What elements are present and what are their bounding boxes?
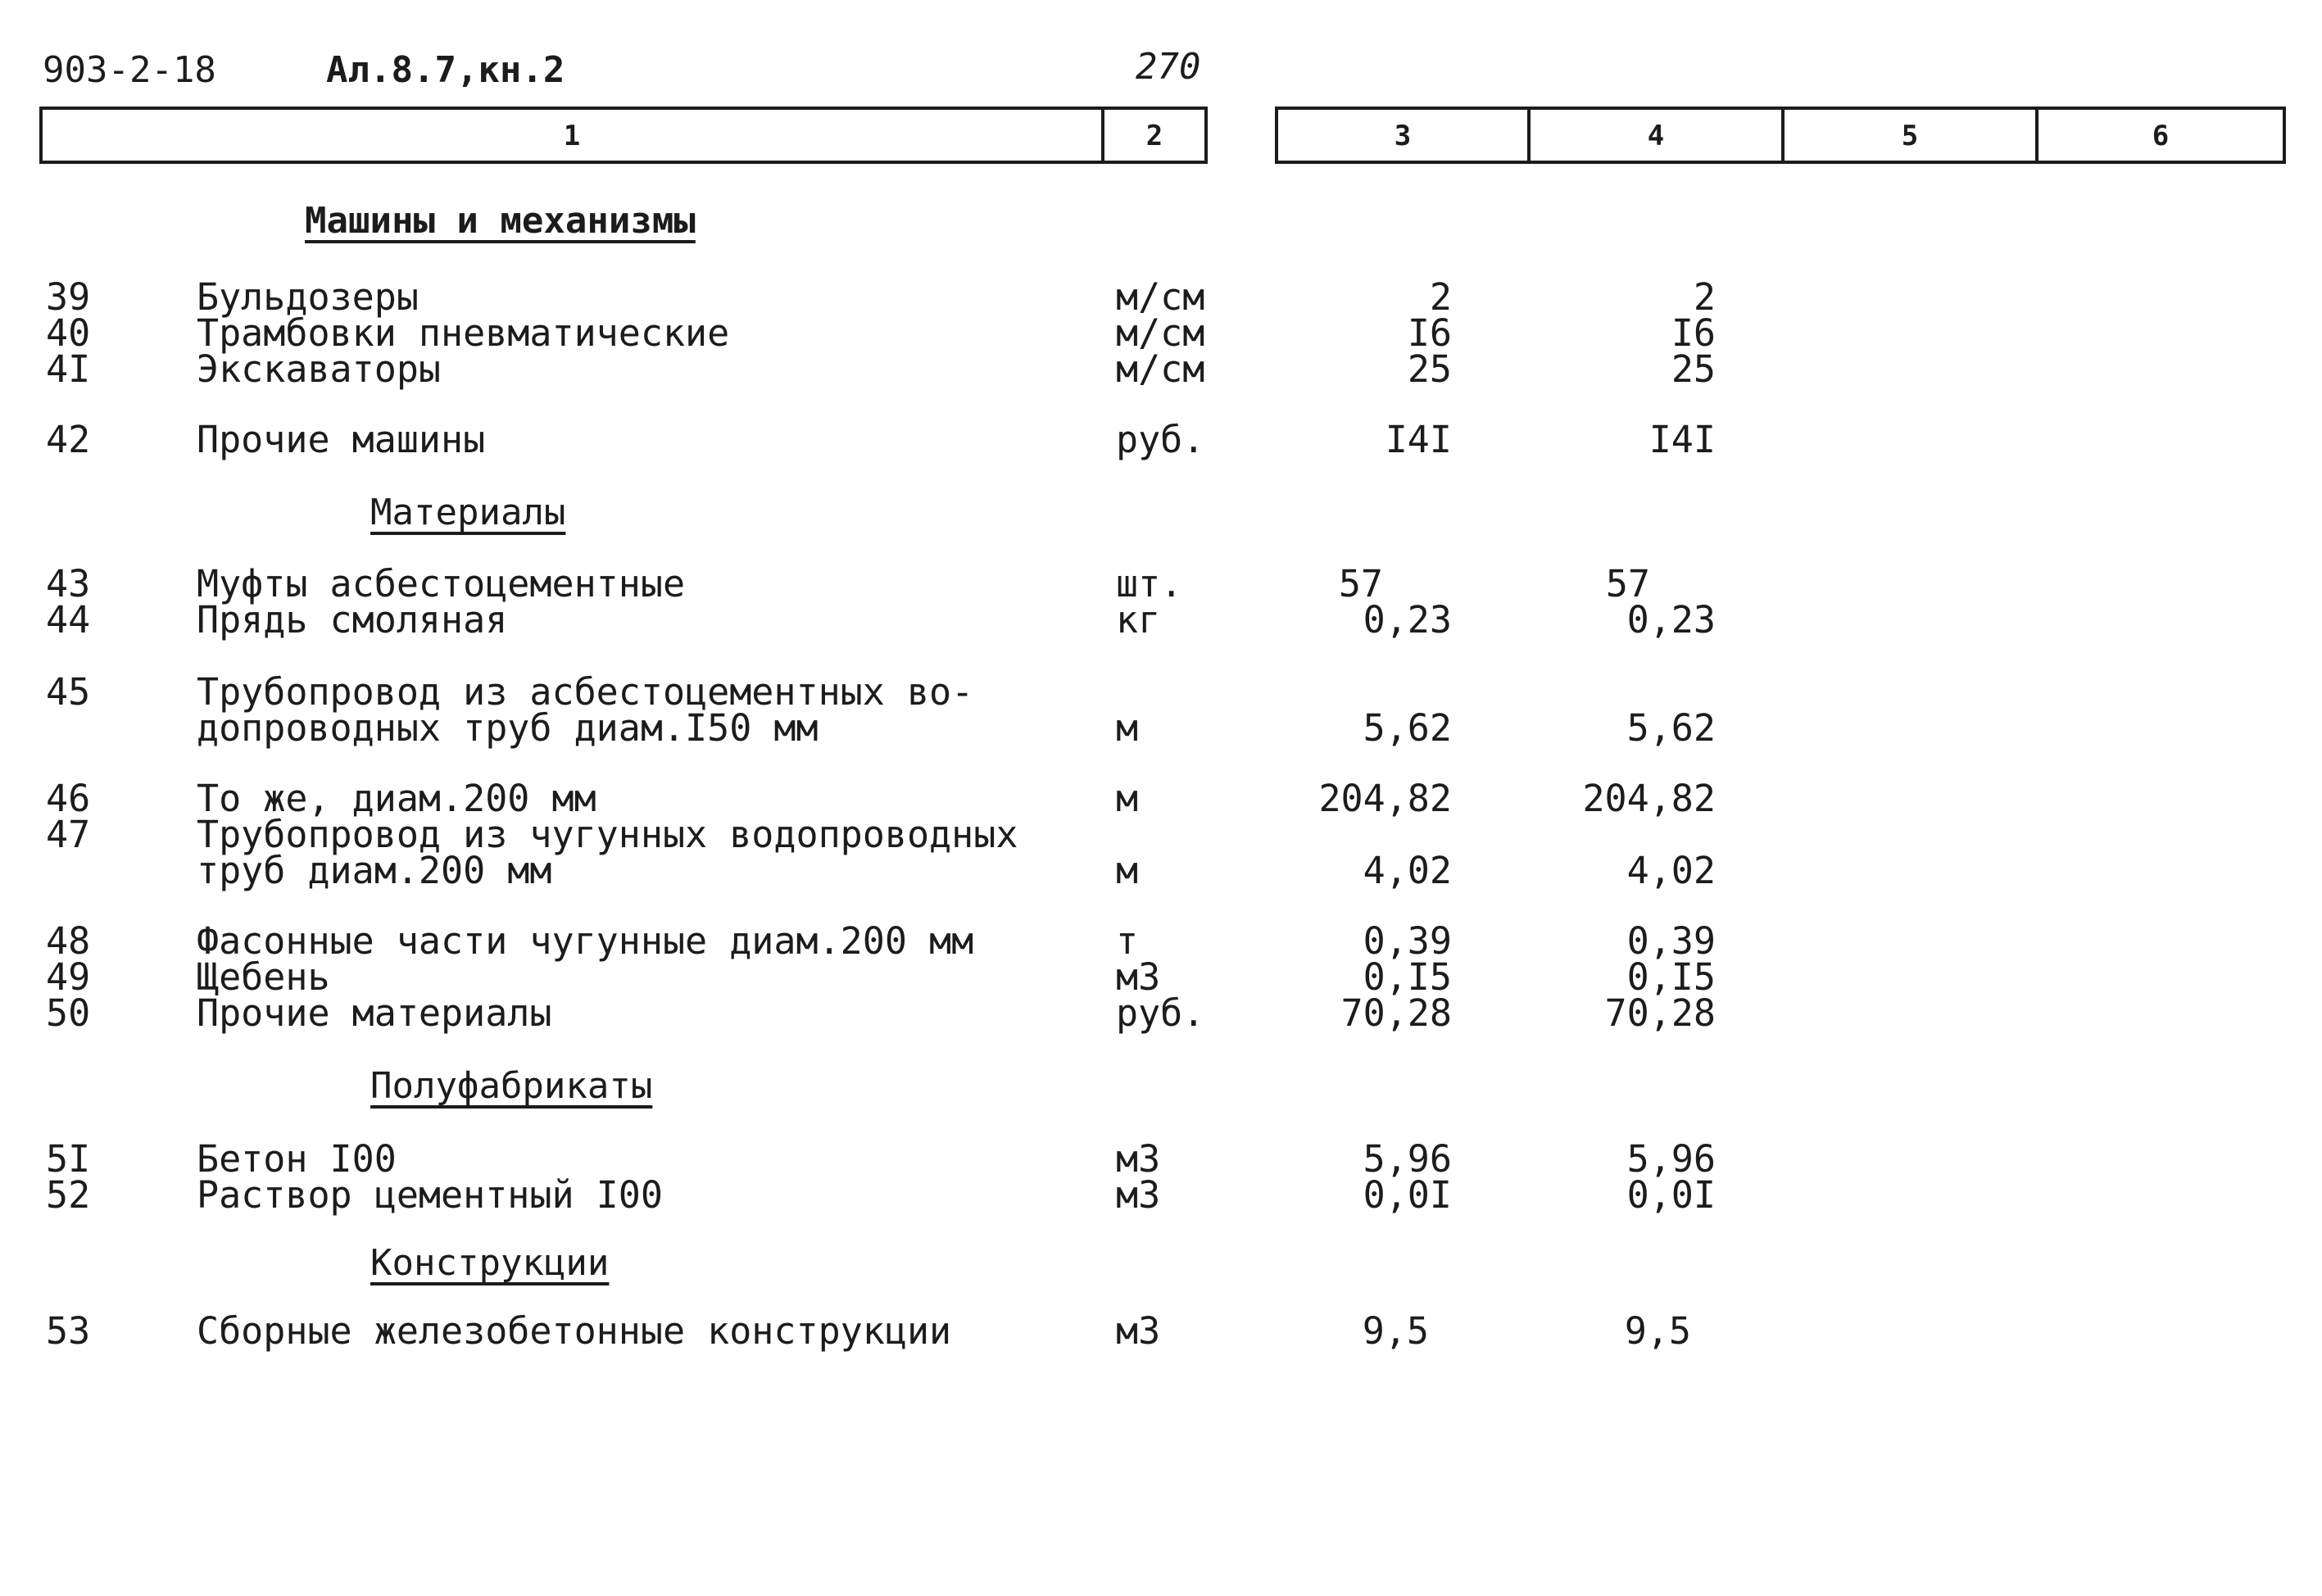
row-unit: т xyxy=(1116,919,1139,963)
table-row xyxy=(0,919,2322,963)
row-name: Прочие машины xyxy=(197,418,486,461)
table-row-continuation xyxy=(0,849,2322,892)
value-col-4: I6 xyxy=(1671,311,1716,355)
row-number: 46 xyxy=(46,777,91,820)
document-code: 903-2-18 xyxy=(43,49,216,91)
value-col-3: 4,02 xyxy=(1363,849,1452,892)
column-number: 6 xyxy=(2152,120,2170,152)
row-name: Трубопровод из чугунных водопроводных xyxy=(197,813,1018,856)
value-col-4: 204,82 xyxy=(1582,777,1716,820)
value-col-4: 57 xyxy=(1605,562,1650,605)
column-number: 1 xyxy=(563,120,581,152)
row-unit: м/см xyxy=(1116,275,1205,319)
row-unit: руб. xyxy=(1116,991,1205,1035)
row-name: Бульдозеры xyxy=(197,275,419,319)
value-col-3: 70,28 xyxy=(1340,991,1452,1035)
column-number: 3 xyxy=(1394,120,1412,152)
value-col-4: 0,39 xyxy=(1626,919,1716,963)
value-col-3: 5,96 xyxy=(1363,1137,1452,1181)
row-unit: м xyxy=(1116,849,1139,892)
table-row xyxy=(0,1173,2322,1217)
value-col-3: 204,82 xyxy=(1318,777,1452,820)
row-number: 45 xyxy=(46,670,91,714)
row-name: То же, диам.200 мм xyxy=(197,777,596,820)
table-row-continuation xyxy=(0,706,2322,750)
row-unit: руб. xyxy=(1116,418,1205,461)
row-name: Бетон I00 xyxy=(197,1137,397,1181)
row-name: Экскаваторы xyxy=(197,347,442,391)
row-unit: м3 xyxy=(1116,955,1161,999)
row-number: 43 xyxy=(46,562,91,605)
value-col-4: 25 xyxy=(1671,347,1716,391)
row-name: Прочие материалы xyxy=(197,991,552,1035)
value-col-4: 2 xyxy=(1693,275,1716,319)
row-unit: м3 xyxy=(1116,1309,1161,1353)
album-reference: Ал.8.7,кн.2 xyxy=(326,49,565,91)
row-name: допроводных труб диам.I50 мм xyxy=(197,706,819,750)
row-unit: м/см xyxy=(1116,311,1205,355)
value-col-3: 0,39 xyxy=(1363,919,1452,963)
row-unit: м xyxy=(1116,777,1139,820)
row-name: Трубопровод из асбестоцементных во- xyxy=(197,670,974,714)
value-col-3: 5,62 xyxy=(1363,706,1452,750)
row-number: 47 xyxy=(46,813,91,856)
row-number: 40 xyxy=(46,311,91,355)
row-name: Трамбовки пневматические xyxy=(197,311,730,355)
row-unit: м3 xyxy=(1116,1137,1161,1181)
page-number: 270 xyxy=(1136,46,1201,88)
value-col-4: 0,I5 xyxy=(1626,955,1716,999)
section-title: Конструкции xyxy=(370,1242,610,1284)
section-title: Машины и механизмы xyxy=(305,200,696,242)
value-col-3: 0,0I xyxy=(1363,1173,1452,1217)
column-number: 5 xyxy=(1901,120,1919,152)
row-number: 44 xyxy=(46,598,91,642)
row-unit: шт. xyxy=(1116,562,1183,605)
value-col-4: 5,96 xyxy=(1626,1137,1716,1181)
row-number: 49 xyxy=(46,955,91,999)
value-col-3: I6 xyxy=(1407,311,1452,355)
table-row xyxy=(0,991,2322,1035)
row-number: 52 xyxy=(46,1173,91,1217)
row-name: Фасонные части чугунные диам.200 мм xyxy=(197,919,974,963)
row-name: Прядь смоляная xyxy=(197,598,508,642)
row-number: 50 xyxy=(46,991,91,1035)
value-col-4: 0,23 xyxy=(1626,598,1716,642)
row-name: Раствор цементный I00 xyxy=(197,1173,663,1217)
table-row xyxy=(0,418,2322,461)
value-col-3: 0,I5 xyxy=(1363,955,1452,999)
value-col-3: 9,5 xyxy=(1362,1309,1429,1353)
column-number: 4 xyxy=(1647,120,1665,152)
value-col-4: 0,0I xyxy=(1626,1173,1716,1217)
row-name: труб диам.200 мм xyxy=(197,849,552,892)
section-title: Полуфабрикаты xyxy=(370,1065,653,1107)
value-col-4: 9,5 xyxy=(1624,1309,1691,1353)
row-number: 42 xyxy=(46,418,91,461)
row-number: 48 xyxy=(46,919,91,963)
row-number: 4I xyxy=(46,347,91,391)
table-row xyxy=(0,598,2322,642)
column-number: 2 xyxy=(1145,120,1163,152)
row-unit: м3 xyxy=(1116,1173,1161,1217)
value-col-3: 25 xyxy=(1407,347,1452,391)
row-number: 5I xyxy=(46,1137,91,1181)
row-number: 53 xyxy=(46,1309,91,1353)
section-title: Материалы xyxy=(370,492,566,533)
row-name: Щебень xyxy=(197,955,330,999)
value-col-3: 0,23 xyxy=(1363,598,1452,642)
value-col-4: 4,02 xyxy=(1626,849,1716,892)
row-number: 39 xyxy=(46,275,91,319)
row-name: Сборные железобетонные конструкции xyxy=(197,1309,952,1353)
value-col-4: 5,62 xyxy=(1626,706,1716,750)
row-name: Муфты асбестоцементные xyxy=(197,562,686,605)
value-col-3: 2 xyxy=(1429,275,1452,319)
row-unit: м/см xyxy=(1116,347,1205,391)
value-col-3: 57 xyxy=(1338,562,1383,605)
row-unit: м xyxy=(1116,706,1139,750)
value-col-4: I4I xyxy=(1649,418,1716,461)
row-unit: кг xyxy=(1116,598,1161,642)
value-col-3: I4I xyxy=(1385,418,1452,461)
value-col-4: 70,28 xyxy=(1604,991,1716,1035)
table-row xyxy=(0,1309,2322,1353)
table-row xyxy=(0,347,2322,391)
